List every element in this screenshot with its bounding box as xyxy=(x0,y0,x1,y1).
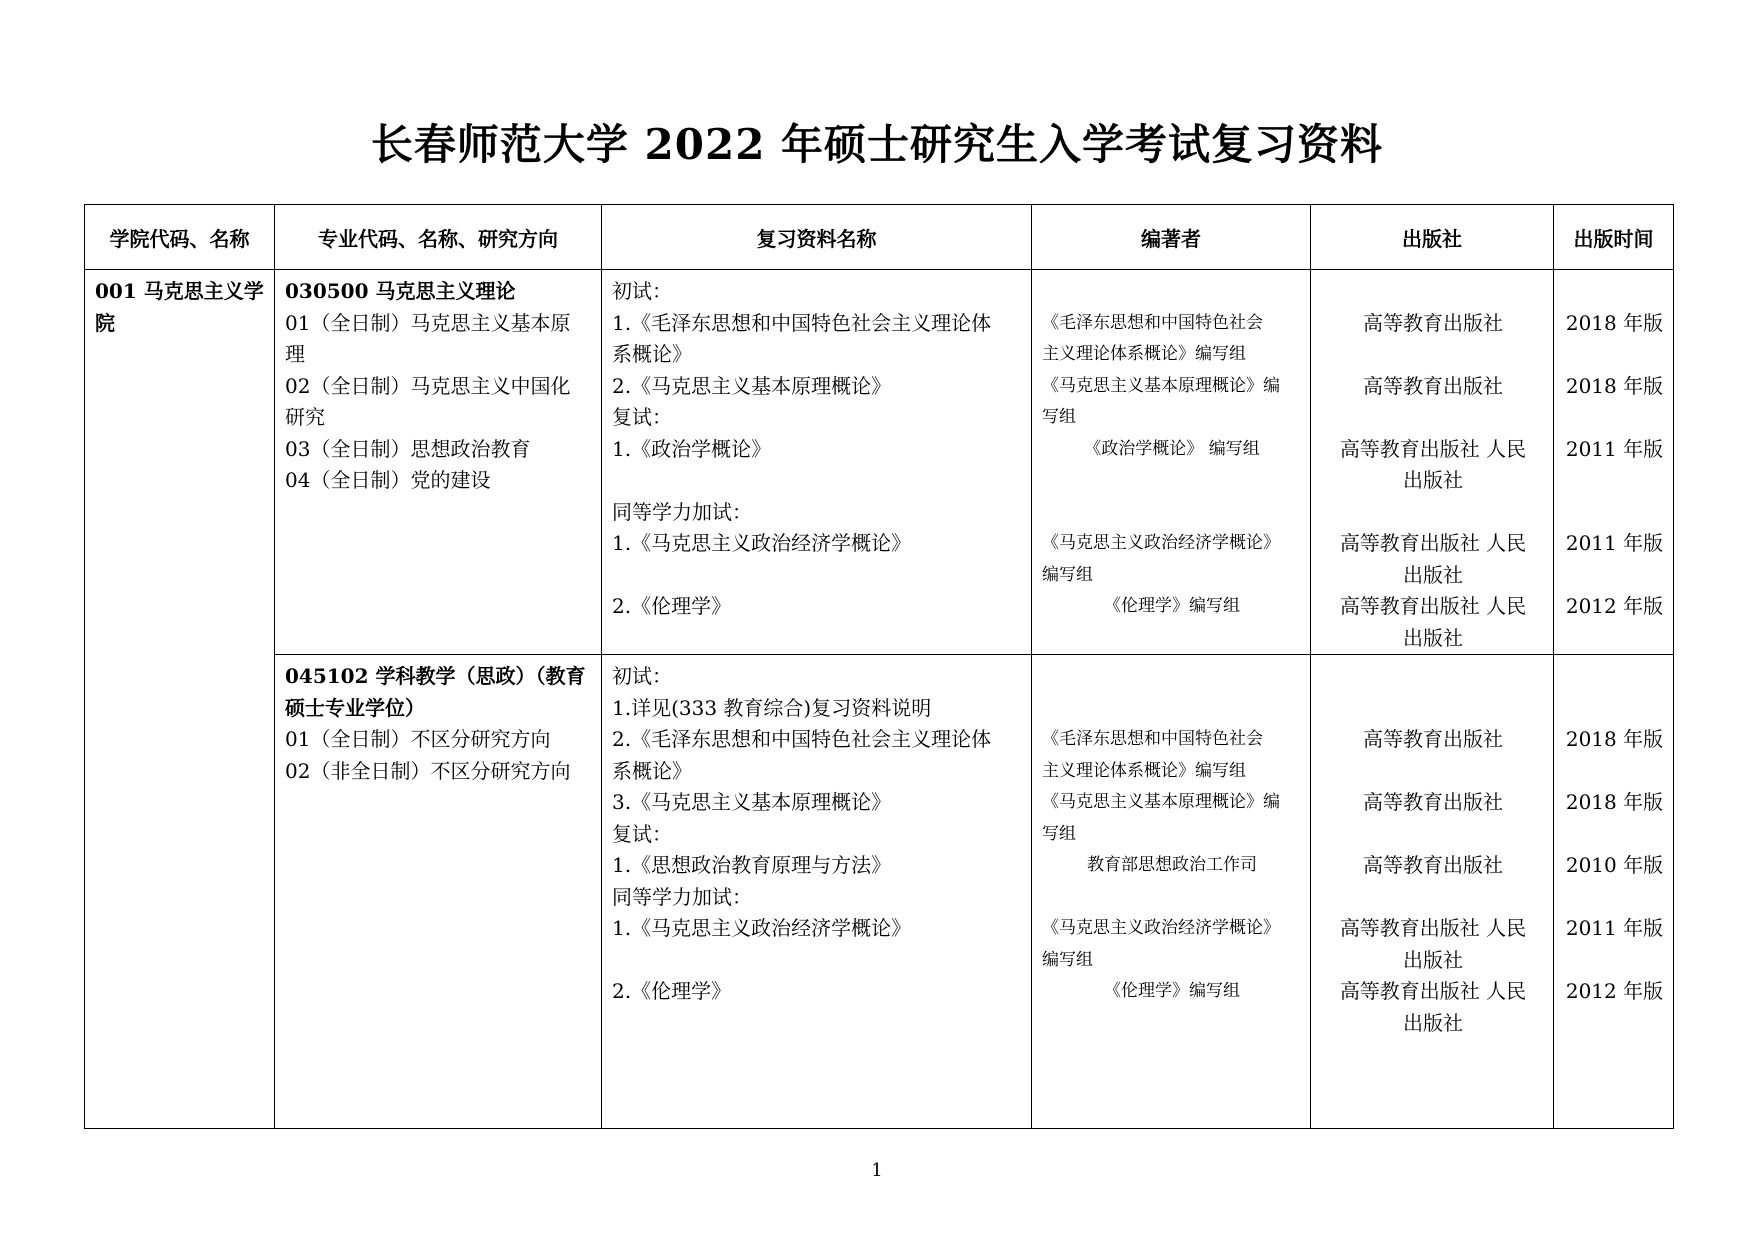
publisher-item: 高等教育出版社 人民 xyxy=(1339,979,1527,1003)
publisher-item: 高等教育出版社 xyxy=(1363,853,1503,877)
author-item: 写组 xyxy=(1042,407,1076,427)
publisher-item: 出版社 xyxy=(1403,1010,1463,1035)
author-item: 《政治学概论》 编写组 xyxy=(1084,438,1260,459)
year-item: 2010 年版 xyxy=(1565,853,1664,877)
year-cell xyxy=(1554,270,1674,655)
header-major: 专业代码、名称、研究方向 xyxy=(275,205,602,270)
year-cell xyxy=(1554,655,1674,1129)
author-item: 教育部思想政治工作司 xyxy=(1087,855,1257,875)
year-item: 2018 年版 xyxy=(1565,373,1664,398)
header-publisher: 出版社 xyxy=(1311,205,1554,270)
direction: 理 xyxy=(285,342,305,366)
author-item: 《马克思主义政治经济学概论》 xyxy=(1042,918,1280,938)
material-item: 1.《思想政治教育原理与方法》 xyxy=(612,853,892,877)
college-name-line2: 院 xyxy=(95,310,115,335)
author-cell xyxy=(1032,270,1311,655)
table-row xyxy=(85,655,1674,1129)
author-item: 主义理论体系概论》编写组 xyxy=(1042,344,1246,364)
year-item: 2012 年版 xyxy=(1565,594,1664,618)
exam-stage-label: 初试： xyxy=(612,279,672,303)
author-item: 编写组 xyxy=(1042,949,1093,970)
direction: 02（全日制）马克思主义中国化 xyxy=(285,373,571,398)
material-item: 1.《马克思主义政治经济学概论》 xyxy=(612,916,912,940)
header-college: 学院代码、名称 xyxy=(85,205,275,270)
material-item: 系概论》 xyxy=(612,758,692,783)
major-code: 硕士专业学位） xyxy=(285,695,425,720)
author-item: 《马克思主义基本原理概论》编 xyxy=(1042,792,1280,812)
header-material: 复习资料名称 xyxy=(602,205,1032,270)
direction: 04（全日制）党的建设 xyxy=(285,468,491,492)
exam-stage-label: 初试： xyxy=(612,664,672,688)
publisher-item: 高等教育出版社 xyxy=(1363,790,1503,814)
material-item: 2.《毛泽东思想和中国特色社会主义理论体 xyxy=(612,727,992,751)
publisher-item: 高等教育出版社 人民 xyxy=(1339,436,1527,461)
year-item: 2012 年版 xyxy=(1565,979,1664,1003)
exam-stage-label: 复试： xyxy=(612,821,672,846)
year-item: 2018 年版 xyxy=(1565,790,1664,814)
material-item: 1.《政治学概论》 xyxy=(612,436,772,461)
direction: 01（全日制）不区分研究方向 xyxy=(285,727,551,751)
publisher-item: 高等教育出版社 xyxy=(1363,727,1503,751)
document-title: 长春师范大学 2022 年硕士研究生入学考试复习资料 xyxy=(370,120,1384,169)
author-item: 《马克思主义基本原理概论》编 xyxy=(1042,375,1280,396)
major-cell xyxy=(275,655,602,1129)
publisher-item: 高等教育出版社 人民 xyxy=(1339,916,1527,940)
material-item: 3.《马克思主义基本原理概论》 xyxy=(612,790,892,814)
author-item: 主义理论体系概论》编写组 xyxy=(1042,760,1246,781)
material-item: 系概论》 xyxy=(612,342,692,366)
publisher-cell xyxy=(1311,270,1554,655)
author-item: 《毛泽东思想和中国特色社会 xyxy=(1042,729,1263,749)
year-item: 2018 年版 xyxy=(1565,727,1664,751)
publisher-item: 出版社 xyxy=(1403,625,1463,650)
author-cell xyxy=(1032,655,1311,1129)
direction: 研究 xyxy=(285,405,325,429)
major-code: 045102 学科教学（思政）（教育 xyxy=(285,664,586,688)
major-cell xyxy=(275,270,602,655)
publisher-item: 出版社 xyxy=(1403,947,1463,972)
exam-stage-label: 复试： xyxy=(612,405,672,429)
publisher-item: 高等教育出版社 人民 xyxy=(1339,594,1527,618)
year-item: 2018 年版 xyxy=(1565,310,1664,335)
publisher-item: 出版社 xyxy=(1403,562,1463,587)
publisher-item: 高等教育出版社 人民 xyxy=(1339,531,1527,555)
year-item: 2011 年版 xyxy=(1565,916,1664,940)
header-author: 编著者 xyxy=(1032,205,1311,270)
table-row xyxy=(85,270,1674,655)
direction: 03（全日制）思想政治教育 xyxy=(285,436,531,461)
year-item: 2011 年版 xyxy=(1565,436,1664,461)
college-name-line1: 001 马克思主义学 xyxy=(95,279,264,303)
material-item: 2.《马克思主义基本原理概论》 xyxy=(612,373,892,398)
header-row xyxy=(85,205,1674,270)
college-cell xyxy=(85,270,275,1129)
publisher-cell xyxy=(1311,655,1554,1129)
direction: 02（非全日制）不区分研究方向 xyxy=(285,758,571,783)
header-year: 出版时间 xyxy=(1554,205,1674,270)
direction: 01（全日制）马克思主义基本原 xyxy=(285,310,571,335)
major-code: 030500 马克思主义理论 xyxy=(285,279,516,303)
author-item: 《伦理学》编写组 xyxy=(1104,981,1240,1001)
page-number: 1 xyxy=(871,1160,883,1181)
material-item: 1.《马克思主义政治经济学概论》 xyxy=(612,531,912,555)
material-cell xyxy=(602,655,1032,1129)
materials-table xyxy=(84,204,1674,1129)
material-item: 1.《毛泽东思想和中国特色社会主义理论体 xyxy=(612,310,992,335)
material-item: 2.《伦理学》 xyxy=(612,594,732,618)
author-item: 《毛泽东思想和中国特色社会 xyxy=(1042,312,1263,333)
exam-stage-label: 同等学力加试： xyxy=(612,884,752,909)
year-item: 2011 年版 xyxy=(1565,531,1664,555)
author-item: 编写组 xyxy=(1042,564,1093,585)
author-item: 《马克思主义政治经济学概论》 xyxy=(1042,533,1280,553)
material-cell xyxy=(602,270,1032,655)
exam-stage-label: 同等学力加试： xyxy=(612,499,752,524)
author-item: 《伦理学》编写组 xyxy=(1104,596,1240,616)
material-item: 1.详见(333 教育综合)复习资料说明 xyxy=(612,695,932,720)
material-item: 2.《伦理学》 xyxy=(612,979,732,1003)
author-item: 写组 xyxy=(1042,823,1076,844)
publisher-item: 出版社 xyxy=(1403,468,1463,492)
publisher-item: 高等教育出版社 xyxy=(1363,373,1503,398)
publisher-item: 高等教育出版社 xyxy=(1363,310,1503,335)
